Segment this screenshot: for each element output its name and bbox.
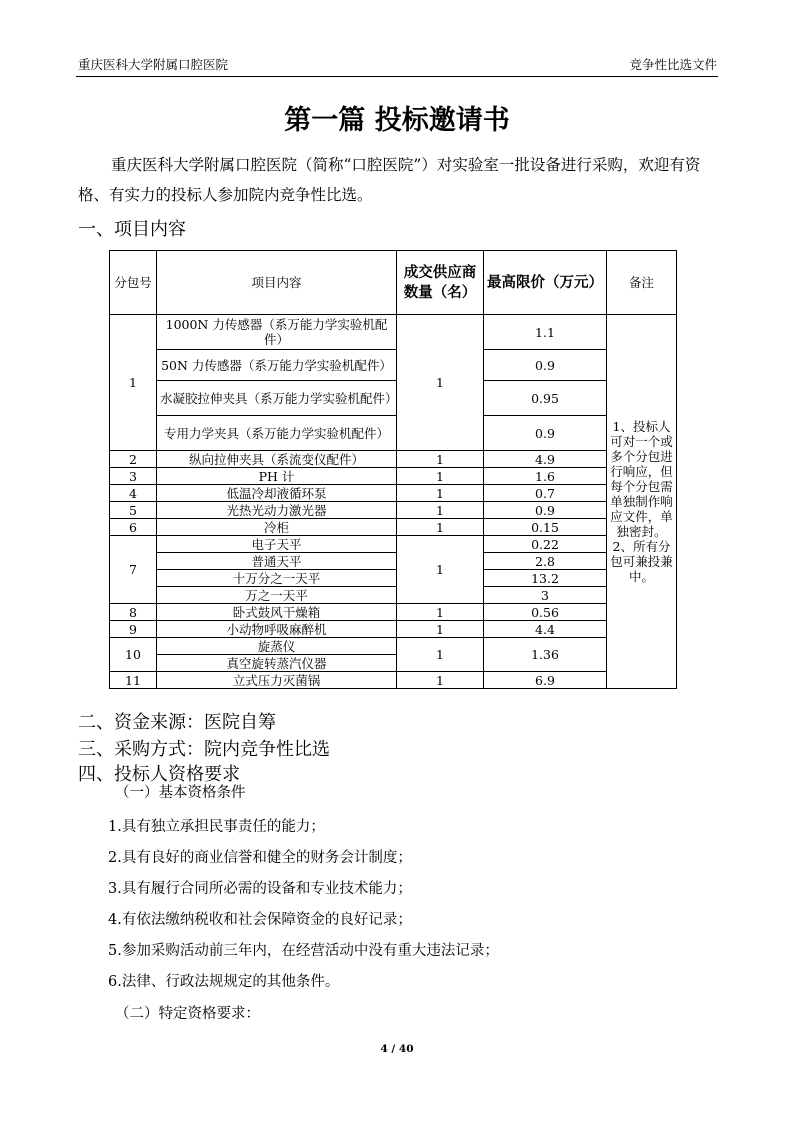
supplier-count: 1 [397,485,484,502]
item-name: 专用力学夹具（系万能力学实验机配件） [157,416,397,451]
supplier-count: 1 [397,536,484,604]
table-row [110,468,677,485]
item-name: 50N 力传感器（系万能力学实验机配件） [157,350,397,381]
basic-qualifications-title: （一）基本资格条件 [115,785,246,801]
requirement-item: 4.有依法缴纳税收和社会保障资金的良好记录； [108,912,412,928]
table-row [110,315,677,350]
header-document-type: 竞争性比选文件 [629,57,717,72]
page-number: 4 / 40 [380,1043,414,1055]
package-number: 10 [110,638,157,672]
table-row [110,416,677,451]
supplier-count: 1 [397,621,484,638]
package-number: 6 [110,519,157,536]
package-number: 5 [110,502,157,519]
requirement-item: 2.具有良好的商业信誉和健全的财务会计制度； [108,850,412,866]
package-number: 8 [110,604,157,621]
item-name: 光热光动力激光器 [157,502,397,519]
header-supplier-count: 成交供应商数量（名） [397,251,484,315]
table-row [110,621,677,638]
table-row [110,485,677,502]
items-table [109,250,677,689]
header-divider [76,76,718,77]
item-name: 普通天平 [157,553,397,570]
max-price: 1.1 [484,315,607,350]
item-name: 小动物呼吸麻醉机 [157,621,397,638]
requirement-item: 5.参加采购活动前三年内，在经营活动中没有重大违法记录； [108,943,499,959]
supplier-count: 1 [397,519,484,536]
item-name: 十万分之一天平 [157,570,397,587]
package-number: 11 [110,672,157,689]
special-qualifications-title: （二）特定资格要求： [115,1006,260,1022]
item-name: PH 计 [157,468,397,485]
section-project-content: 一、项目内容 [78,219,186,240]
requirement-item: 3.具有履行合同所必需的设备和专业技术能力； [108,881,412,897]
intro-paragraph: 重庆医科大学附属口腔医院（简称“口腔医院”）对实验室一批设备进行采购，欢迎有资格、有实力的投标人参加院内竞争性比选。 [78,156,701,204]
supplier-count: 1 [397,315,484,451]
requirement-item: 1.具有独立承担民事责任的能力； [108,819,325,835]
max-price: 13.2 [484,570,607,587]
package-number: 3 [110,468,157,485]
item-name: 旋蒸仪 [157,638,397,655]
item-name: 真空旋转蒸汽仪器 [157,655,397,672]
table-row [110,553,677,570]
supplier-count: 1 [397,468,484,485]
header-item-content: 项目内容 [157,251,397,315]
table-row [110,350,677,381]
header-package-no: 分包号 [110,251,157,315]
package-number: 1 [110,315,157,451]
item-name: 低温冷却液循环泵 [157,485,397,502]
section-bidder-qualifications: 四、投标人资格要求 [78,764,240,785]
item-name: 立式压力灭菌锅 [157,672,397,689]
table-header-row [110,251,677,315]
item-name: 万之一天平 [157,587,397,604]
max-price: 4.4 [484,621,607,638]
header-max-price: 最高限价（万元） [484,251,607,315]
supplier-count: 1 [397,672,484,689]
item-name: 卧式鼓风干燥箱 [157,604,397,621]
max-price: 1.6 [484,468,607,485]
package-number: 7 [110,536,157,604]
item-name: 纵向拉伸夹具（系流变仪配件） [157,451,397,468]
supplier-count: 1 [397,638,484,672]
package-number: 4 [110,485,157,502]
max-price: 0.7 [484,485,607,502]
supplier-count: 1 [397,451,484,468]
page-title: 第一篇 投标邀请书 [284,105,510,136]
max-price: 0.9 [484,416,607,451]
item-name: 1000N 力传感器（系万能力学实验机配件） [157,315,397,350]
item-name: 电子天平 [157,536,397,553]
table-row [110,451,677,468]
supplier-count: 1 [397,604,484,621]
header-remarks: 备注 [607,251,677,315]
max-price: 0.9 [484,350,607,381]
max-price: 0.15 [484,519,607,536]
table-row [110,502,677,519]
table-row [110,604,677,621]
table-row [110,536,677,553]
max-price: 1.36 [484,638,607,672]
remarks-note: 1、投标人可对一个或多个分包进行响应，但每个分包需单独制作响应文件，单独密封。2、所有分包可兼投兼中。 [607,315,677,689]
section-funding-source: 二、资金来源：医院自筹 [78,712,276,733]
table-row [110,672,677,689]
table-row [110,587,677,604]
max-price: 4.9 [484,451,607,468]
max-price: 3 [484,587,607,604]
package-number: 9 [110,621,157,638]
table-row [110,519,677,536]
table-row [110,381,677,416]
supplier-count: 1 [397,502,484,519]
max-price: 0.56 [484,604,607,621]
max-price: 6.9 [484,672,607,689]
table-row [110,570,677,587]
max-price: 0.95 [484,381,607,416]
section-procurement-method: 三、采购方式：院内竞争性比选 [78,739,330,760]
requirement-item: 6.法律、行政法规规定的其他条件。 [108,974,340,990]
max-price: 2.8 [484,553,607,570]
header-hospital-name: 重庆医科大学附属口腔医院 [78,57,229,72]
package-number: 2 [110,451,157,468]
item-name: 冷柜 [157,519,397,536]
max-price: 0.22 [484,536,607,553]
max-price: 0.9 [484,502,607,519]
table-row [110,638,677,655]
item-name: 水凝胶拉伸夹具（系万能力学实验机配件） [157,381,397,416]
